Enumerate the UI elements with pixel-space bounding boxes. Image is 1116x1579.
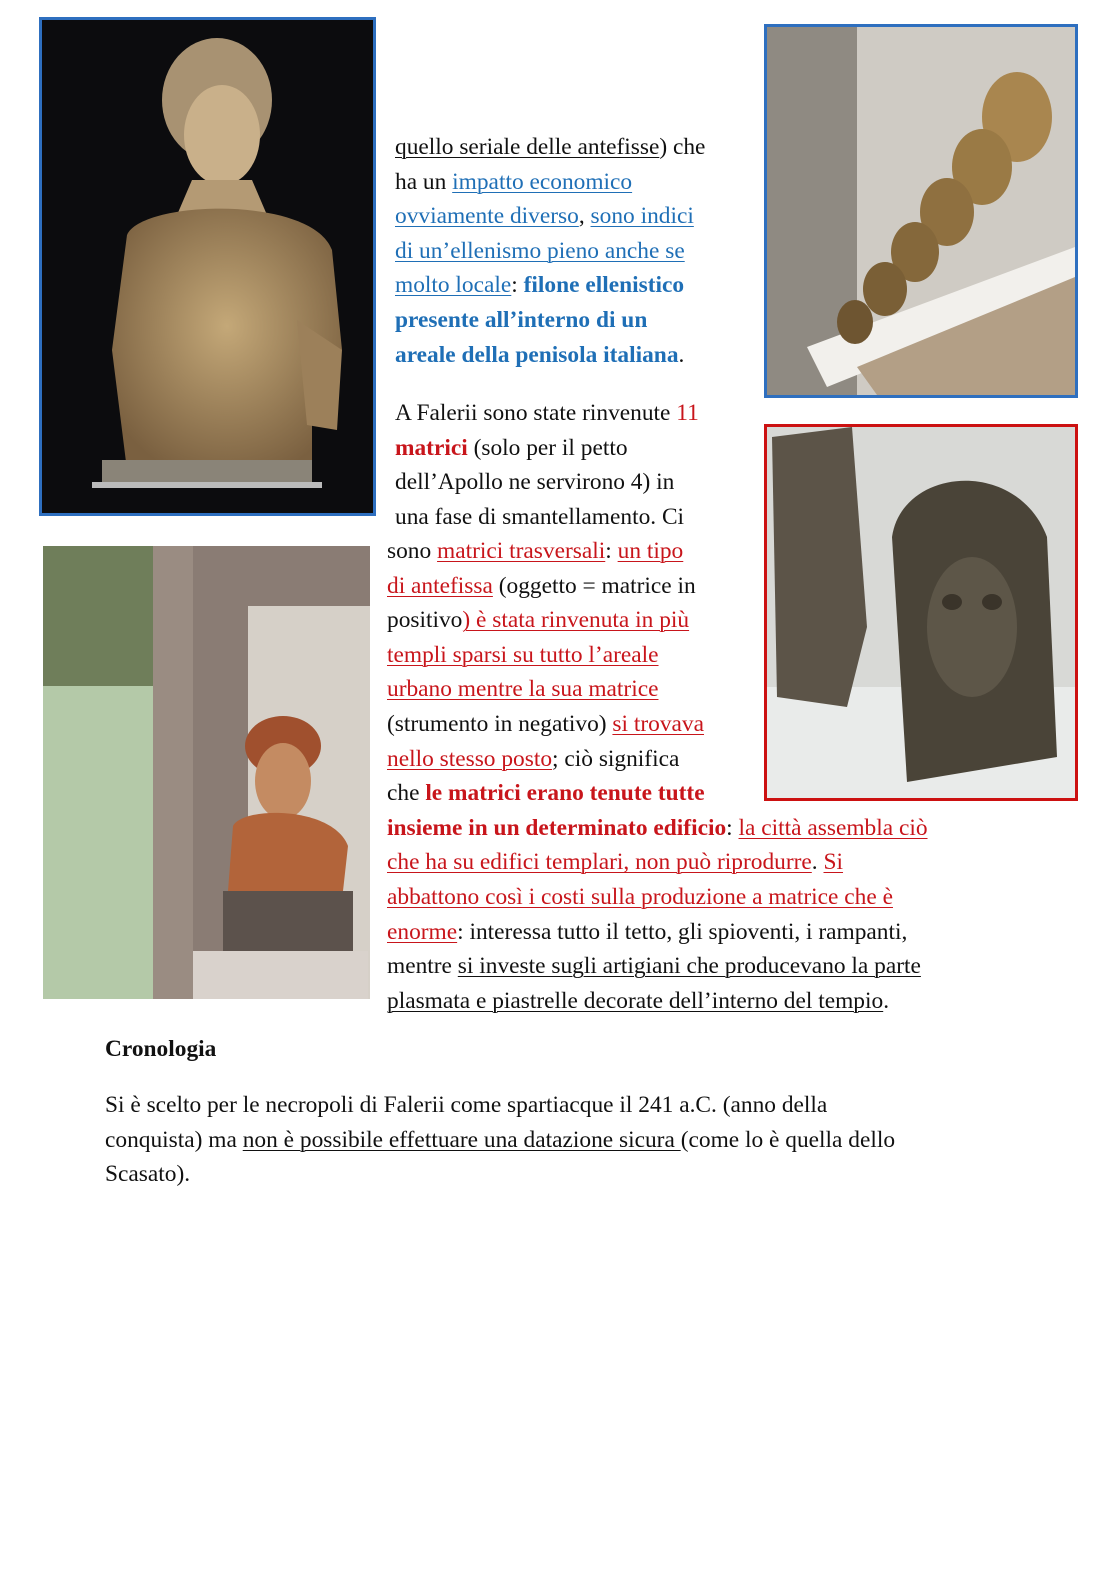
text-line: areale della penisola italiana. <box>395 341 685 368</box>
text-line: plasmata e piastrelle decorate dell’interno del tempio. <box>387 987 890 1014</box>
text-line: che le matrici erano tenute tutte <box>387 780 705 807</box>
text-line: positivo) è stata rinvenuta in più <box>387 607 690 634</box>
text-line: Si è scelto per le necropoli di Falerii come spartiacque il 241 a.C. (anno della <box>105 1092 828 1118</box>
antefixes-display-image <box>764 24 1078 398</box>
paragraph-matrici-intro <box>395 396 699 534</box>
text-line: ha un impatto economico <box>395 168 633 195</box>
text-line: mentre si investe sugli artigiani che producevano la parte <box>387 953 921 980</box>
apollo-statue-image <box>39 17 376 516</box>
text-line: ovviamente diverso, sono indici <box>395 203 694 230</box>
text-line: nello stesso posto; ciò significa <box>387 745 680 772</box>
paragraph-cronologia <box>105 1088 895 1192</box>
paragraph-antefixes <box>395 130 705 372</box>
text-line: presente all’interno di un <box>395 306 648 333</box>
text-line: urbano mentre la sua matrice <box>387 676 659 703</box>
text-line: che ha su edifici templari, non può riprodurre. Si <box>387 849 844 876</box>
text-line: di un’ellenismo pieno anche se <box>395 237 685 264</box>
text-line: abbattono così i costi sulla produzione a matrice che è <box>387 883 893 910</box>
text-line: conquista) ma non è possibile effettuare una datazione sicura (come lo è quella dello <box>105 1126 896 1153</box>
text-line: Scasato). <box>105 1161 191 1188</box>
text-line: di antefissa (oggetto = matrice in <box>387 572 696 599</box>
paragraph-matrici-body <box>387 534 928 1018</box>
text-line: insieme in un determinato edificio: la città assembla ciò <box>387 814 928 841</box>
female-bust-image <box>43 546 370 999</box>
text-line: sono matrici trasversali: un tipo <box>387 538 684 564</box>
text-line: enorme: interessa tutto il tetto, gli spioventi, i rampanti, <box>387 918 908 945</box>
text-line: una fase di smantellamento. Ci <box>395 503 685 530</box>
section-heading-cronologia: Cronologia <box>105 1036 217 1062</box>
text-line: (strumento in negativo) si trovava <box>387 710 705 737</box>
text-line: templi sparsi su tutto l’areale <box>387 641 659 668</box>
text-line: A Falerii sono state rinvenute 11 <box>395 400 699 426</box>
text-line: quello seriale delle antefisse) che <box>395 134 706 160</box>
text-line: dell’Apollo ne servirono 4) in <box>395 469 675 496</box>
text-line: molto locale: filone ellenistico <box>395 272 685 299</box>
text-line: matrici (solo per il petto <box>395 434 628 461</box>
